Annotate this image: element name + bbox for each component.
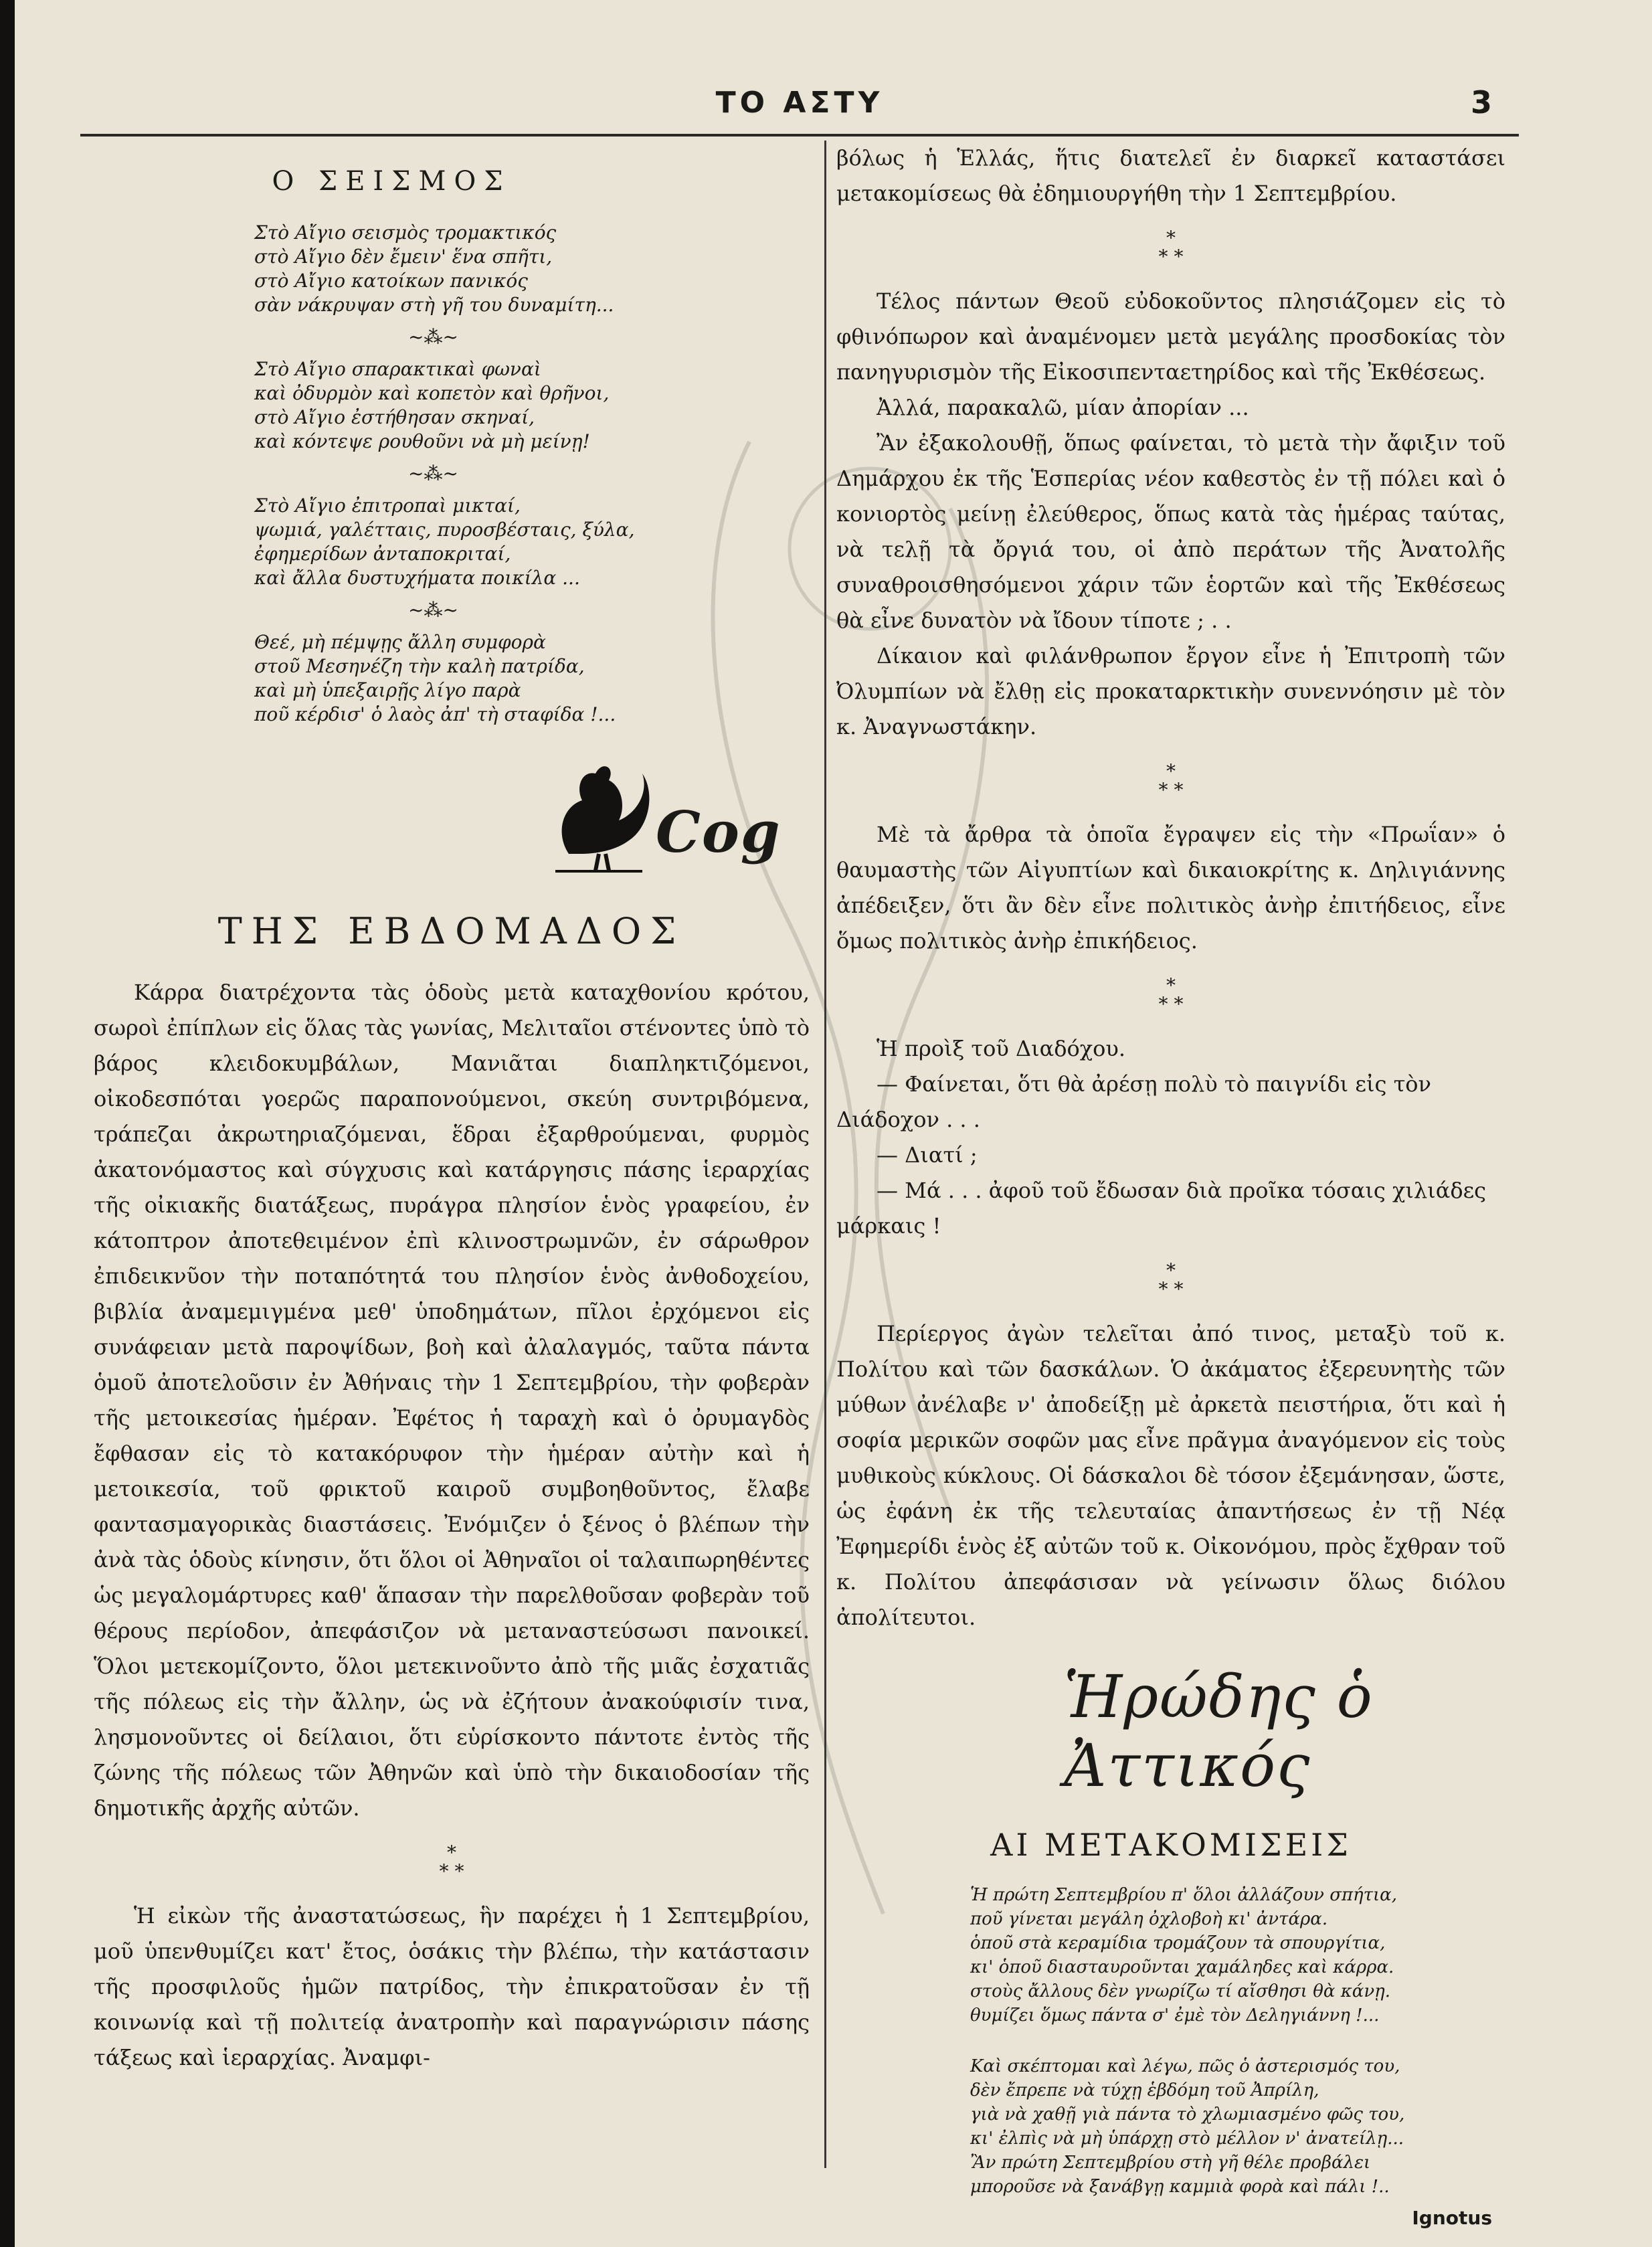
poem-line: ποῦ γίνεται μεγάλη ὀχλοβοὴ κι' ἀντάρα. <box>970 1909 1328 1929</box>
poem-line: Θεέ, μὴ πέμψῃς ἄλλη συμφορὰ <box>254 631 546 653</box>
weekly-article-end <box>836 1261 1505 1635</box>
poem-line: στὸ Αἴγιο ἐστήθησαν σκηναί, <box>254 406 535 428</box>
poem-line: στὸ Αἴγιο δὲν ἔμειν' ἕνα σπῆτι, <box>254 246 553 268</box>
dialogue-line: — Φαίνεται, ὅτι θὰ ἀρέσῃ πολὺ τὸ παιγνίδι εἰς τὸν Διάδοχον . . . <box>836 1071 1431 1132</box>
article-paragraph: Κάρρα διατρέχοντα τὰς ὁδοὺς μετὰ καταχθονίου κρότου, σωροὶ ἐπίπλων εἰς ὅλας τὰς γωνίας, Μελιταῖοι στένοντες ὑπὸ τὸ βάρος κλειδοκυμβάλων, Μανιᾶται διαπληκτιζόμενοι, οἰκοδεσπόται γοερῶς παραπονούμενοι, σκεύη συντριβόμενα, τράπεζαι ἀκρωτηριαζόμεναι, ἕδραι ἐξαρθρούμεναι, φυρμὸς ἀκατονόμαστος καὶ σύγχυσις καὶ κατάργησις πάσης ἱεραρχίας τῆς οἰκιακῆς διατάξεως, πυράγρα πλησίον ἑνὸς γραφείου, ἐν κάτοπτρον ἀποτεθειμένον ἐπὶ κλινοστρωμνῶν, ἐν σάρωθρον ἐπιδεικνῦον τὴν ποταπότητά του πλησίον ἑνὸς ἀνθοδοχείου, βιβλία ἀναμεμιγμένα μεθ' ὑποδημάτων, πῖλοι ἐρχόμενοι εἰς συνάφειαν μετὰ παροψίδων, βοὴ καὶ ἀλαλαγμός, ταῦτα πάντα ὁμοῦ ἀποτελοῦσιν ἐν Ἀθήναις τὴν 1 Σεπτεμβρίου, τὴν φοβερὰν τῆς μετοικεσίας ἡμέραν. Ἐφέτος ἡ ταραχὴ καὶ ὁ ὀρυμαγδὸς ἔφθασαν εἰς τὸ κατακόρυφον τὴν ἡμέραν αὐτὴν καὶ ἡ μετοικεσία, τοῦ φρικτοῦ καιροῦ συμβοηθοῦντος, ἔλαβε φαντασμαγορικὰς διαστάσεις. Ἐνόμιζεν ὁ ξένος ὁ βλέπων τὴν ἀνὰ τὰς ὁδοὺς κίνησιν, ὅτι ὅλοι οἱ Ἀθηναῖοι οἱ ταλαιπωρηθέντες ὡς μεγαλομάρτυρες καθ' ἅπασαν τὴν παρελθοῦσαν φοβερὰν τοῦ θέρους περίοδον, ἀπεφάσιζον νὰ μεταναστεύσωσι πανοικεί. Ὅλοι μετεκομίζοντο, ὅλοι μετεκινοῦντο ἀπὸ τῆς μιᾶς ἐσχατιᾶς τῆς πόλεως εἰς τὴν ἄλλην, ὡς νὰ ἐζήτουν ἀνακούφισίν τινα, λησμονοῦντες οἱ δείλαιοι, ὅτι εὑρίσκοντο πάντοτε ἐντὸς τῆς ζώνης τῆς πόλεως τῶν Ἀθηνῶν καὶ ὑπὸ τὴν δικαιοδοσίαν τῆς δημοτικῆς ἀρχῆς αὐτῶν. <box>94 980 810 1821</box>
rooster-icon <box>542 753 656 874</box>
dialogue-line: Ἡ προὶξ τοῦ Διαδόχου. <box>877 1036 1126 1061</box>
article-paragraph: Περίεργος ἀγὼν τελεῖται ἀπό τινος, μεταξὺ τοῦ κ. Πολίτου καὶ τῶν δασκάλων. Ὁ ἀκάματος ἐξερευνητὴς τῶν μύθων ἀνέλαβε ν' ἀποδείξῃ μὲ ἀρκετὰ πειστήρια, ὅτι καὶ ἡ σοφία μερικῶν σοφῶν μας εἶνε πρᾶγμα ἀναγόμενον εἰς τοὺς μυθικοὺς κύκλους. Οἱ δάσκαλοι δὲ τόσον ἐξεμάνησαν, ὥστε, ὡς ἐφάνη ἐκ τῆς τελευταίας ἀπαντήσεως ἐν τῇ Νέᾳ Ἐφημερίδι ἑνὸς ἐξ αὐτῶν τοῦ κ. Οἰκονόμου, πρὸς ἔχθραν τοῦ κ. Πολίτου ἀπεφάσισαν νὰ γείνωσιν ὅλως διόλου ἀπολίτευτοι. <box>836 1321 1505 1630</box>
dialogue-line: — Διατί ; <box>877 1142 978 1168</box>
article-paragraph: βόλως ἡ Ἑλλάς, ἥτις διατελεῖ ἐν διαρκεῖ καταστάσει μετακομίσεως θὰ ἐδημιουργήθη τὴν 1 Σεπτεμβρίου. <box>836 145 1505 206</box>
poem-stanza-3 <box>254 494 810 590</box>
section-break-stars: * * * <box>1158 1259 1184 1300</box>
cog-rooster-logo <box>542 753 790 874</box>
poem-line: ὁποῦ στὰ κεραμίδια τρομάζουν τὰ σπουργίτια, <box>970 1933 1386 1953</box>
poem-line: καὶ κόντεψε ρουθοῦνι νὰ μὴ μείνῃ! <box>254 430 590 452</box>
section-break-stars: * * * <box>1158 760 1184 801</box>
article-paragraph: Ἂν ἐξακολουθῇ, ὅπως φαίνεται, τὸ μετὰ τὴν ἄφιξιν τοῦ Δημάρχου ἐκ τῆς Ἑσπερίας νέον καθεστὸς ἐν τῇ πόλει καὶ ὁ κονιορτὸς μείνῃ ἐλεύθερος, ὅπως κατὰ τὰς ἡμέρας ταύτας, νὰ τελῇ τὰ ὄργιά του, οἱ ἀπὸ περάτων τῆς Ἀνατολῆς συναθροισθησόμενοι χάριν τῶν ἑορτῶν καὶ τῆς Ἐκθέσεως θὰ εἶνε δυνατὸν νὰ ἴδουν τίποτε ; . . <box>836 430 1505 633</box>
dialogue-block <box>836 1031 1505 1244</box>
ornament: ~⁂~ <box>408 599 458 621</box>
poem-line: Στὸ Αἴγιο σεισμὸς τρομακτικός <box>254 221 557 244</box>
poem-line: Ἂν πρώτη Σεπτεμβρίου στὴ γῆ θέλε προβάλει <box>970 2153 1371 2173</box>
poem-line: στὸ Αἴγιο κατοίκων πανικός <box>254 270 528 292</box>
poem-line: Στὸ Αἴγιο σπαρακτικαὶ φωναὶ <box>254 358 541 380</box>
article-paragraph: Δίκαιον καὶ φιλάνθρωπον ἔργον εἶνε ἡ Ἐπιτροπὴ τῶν Ὀλυμπίων νὰ ἔλθῃ εἰς προκαταρκτικὴν συνεννόησιν μὲ τὸν κ. Ἀναγνωστάκην. <box>836 643 1505 739</box>
section-break-stars: * * * <box>1158 227 1184 268</box>
poem-line: καὶ ὀδυρμὸν καὶ κοπετὸν καὶ θρῆνοι, <box>254 382 610 404</box>
poem-line: κι' ἐλπὶς νὰ μὴ ὑπάρχῃ στὸ μέλλον ν' ἀνατείλῃ... <box>970 2129 1404 2149</box>
header-rule <box>80 134 1519 137</box>
poem-line: στοῦ Μεσηνέζη τὴν καλὴ πατρίδα, <box>254 655 585 677</box>
poem-line: ποῦ κέρδισ' ὁ λαὸς ἀπ' τὴ σταφίδα !... <box>254 703 616 725</box>
logo-wordmark: Cog <box>656 799 782 865</box>
poem-stanza-a <box>970 1883 1505 2028</box>
poem-title-moves: ΑΙ ΜΕΤΑΚΟΜΙΣΕΙΣ <box>990 1827 1352 1863</box>
poem-stanza-b <box>970 2054 1505 2199</box>
dialogue-line: — Μά . . . ἀφοῦ τοῦ ἔδωσαν διὰ προῖκα τόσαις χιλιάδες μάρκαις ! <box>836 1178 1487 1239</box>
page-number: 3 <box>1470 84 1492 120</box>
poem-line: καὶ μὴ ὑπεξαιρῇς λίγο παρὰ <box>254 679 521 701</box>
poem-line: στοὺς ἄλλους δὲν γνωρίζω τί αἴσθησι θὰ κάνῃ. <box>970 1981 1390 2001</box>
section-break-stars: * * * <box>1158 974 1184 1015</box>
left-column <box>94 141 810 2076</box>
article-paragraph: Ἀλλά, παρακαλῶ, μίαν ἀπορίαν ... <box>877 395 1249 420</box>
weekly-article <box>94 975 810 2076</box>
poem-stanza-1 <box>254 221 810 317</box>
poem-line: δὲν ἔπρεπε νὰ τύχῃ ἑβδόμη τοῦ Ἀπρίλη, <box>970 2080 1319 2100</box>
poem-author: Ignotus <box>1412 2207 1492 2229</box>
poem-line: θυμίζει ὅμως πάντα σ' ἐμὲ τὸν Δεληγιάννη !... <box>970 2005 1380 2026</box>
newspaper-title: ΤΟ ΑΣΤΥ <box>715 86 884 120</box>
article-paragraph: Ἡ εἰκὼν τῆς ἀναστατώσεως, ἣν παρέχει ἡ 1 Σεπτεμβρίου, μοῦ ὑπενθυμίζει κατ' ἔτος, ὁσάκις τὴν βλέπω, τὴν κατάστασιν τῆς προσφιλοῦς ἡμῶν πατρίδος, τὴν ἐπικρατοῦσαν ἐν τῇ κοινωνίᾳ καὶ τῇ πολιτείᾳ ἀνατροπὴν καὶ παραγνώρισιν πάσης τάξεως καὶ ἱεραρχίας. Ἀναμφι- <box>94 1903 810 2070</box>
article-paragraph: Μὲ τὰ ἄρθρα τὰ ὁποῖα ἔγραψεν εἰς τὴν «Πρωΐαν» ὁ θαυμαστὴς τῶν Αἰγυπτίων καὶ δικαιοκρίτης κ. Δηλιγιάννης ἀπέδειξεν, ὅτι ἂν δὲν εἶνε πολιτικὸς ἀνὴρ ἐπιτήδειος, εἶνε ὅμως πολιτικὸς ἀνὴρ ἐπικήδειος. <box>836 822 1505 954</box>
weekly-article-continued <box>836 141 1505 1014</box>
section-break-stars: * * * <box>439 1841 464 1882</box>
column-divider <box>824 141 826 2168</box>
author-signature: Ἡρώδης ὁ Ἀττικός <box>1064 1662 1374 1800</box>
poem-line: ψωμιά, γαλέτταις, πυροσβέσταις, ξύλα, <box>254 519 635 541</box>
poem-line: ἐφημερίδων ἀνταποκριταί, <box>254 543 511 565</box>
poem-stanza-4 <box>254 630 810 727</box>
poem-title: Ο ΣΕΙΣΜΟΣ <box>272 166 511 197</box>
poem-line: καὶ ἄλλα δυστυχήματα ποικίλα ... <box>254 567 580 589</box>
poem-line: Ἡ πρώτη Σεπτεμβρίου π' ὅλοι ἀλλάζουν σπήτια, <box>970 1885 1398 1905</box>
page-binding-edge <box>0 0 15 2247</box>
ornament-rule <box>970 2028 1505 2054</box>
article-paragraph: Τέλος πάντων Θεοῦ εὐδοκοῦντος πλησιάζομεν εἰς τὸ φθινόπωρον καὶ ἀναμένομεν μετὰ μεγάλης προσδοκίας τὸν πανηγυρισμὸν τῆς Εἰκοσιπενταετηρίδος καὶ τῆς Ἐκθέσεως. <box>836 288 1505 385</box>
poem-line: μποροῦσε νὰ ξανάβγῃ καμμιὰ φορὰ καὶ πάλι !.. <box>970 2177 1390 2197</box>
right-column <box>836 141 1505 2229</box>
section-title: ΤΗΣ ΕΒΔΟΜΑΔΟΣ <box>217 910 686 952</box>
poem-line: Στὸ Αἴγιο ἐπιτροπαὶ μικταί, <box>254 495 521 517</box>
poem-line: γιὰ νὰ χαθῇ γιὰ πάντα τὸ χλωμιασμένο φῶς του, <box>970 2104 1405 2125</box>
ornament: ~⁂~ <box>408 462 458 484</box>
poem-stanza-2 <box>254 357 810 454</box>
poem-line: σὰν νάκρυψαν στὴ γῆ του δυναμίτη... <box>254 294 614 316</box>
ornament: ~⁂~ <box>408 326 458 348</box>
poem-line: κι' ὁποῦ διασταυροῦνται χαμάληδες καὶ κάρρα. <box>970 1957 1394 1977</box>
poem-line: Καὶ σκέπτομαι καὶ λέγω, πῶς ὁ ἀστερισμός του, <box>970 2056 1400 2076</box>
